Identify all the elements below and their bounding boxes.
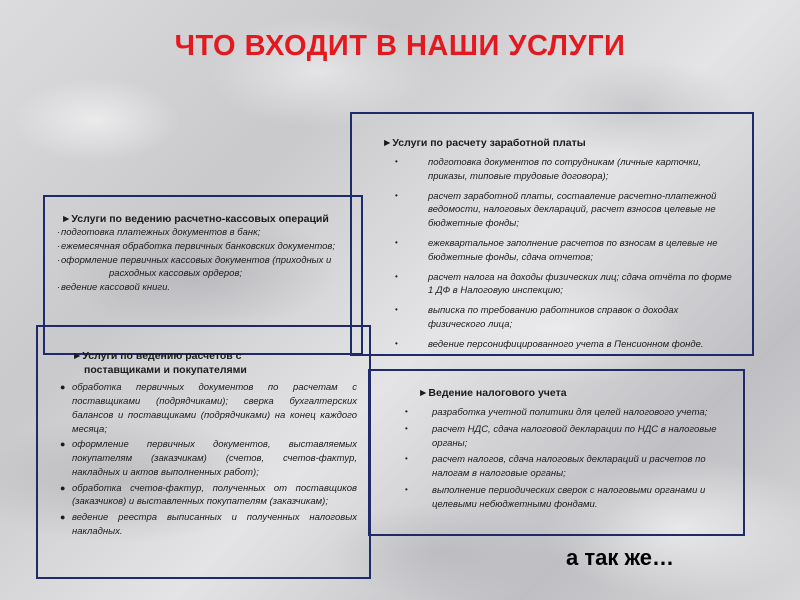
list-item xyxy=(406,423,729,451)
list-item-text: расчет НДС, сдача налоговой декларации по НДС в налоговые органы; xyxy=(432,423,717,449)
bullet-icon: • xyxy=(395,338,398,348)
bullet-icon: • xyxy=(405,454,408,464)
tax-accounting-panel xyxy=(368,369,745,536)
list-item xyxy=(60,381,357,436)
list-item xyxy=(396,338,732,352)
payroll-list xyxy=(396,156,732,351)
list-item xyxy=(396,271,732,299)
list-item-text: оформление первичных кассовых документов (приходных и расходных кассовых ордеров; xyxy=(61,254,332,280)
bullet-icon: • xyxy=(395,271,398,281)
list-item-text: обработка первичных документов по расчетам с поставщиками (подрядчиками); сверка бухгалтерских балансов и поставщиками (подрядчиками) на конец каждого месяца; xyxy=(72,382,357,435)
list-item-text: расчет заработной платы, составление расчетно-платежной ведомости, налоговых деклараций, расчет взносов целевые не бюджетные фонды; xyxy=(428,190,717,230)
list-item-text: разработка учетной политики для целей налогового учета; xyxy=(432,407,708,419)
list-item-text: ведение персонифицированного учета в Пенсионном фонде. xyxy=(428,338,704,350)
suppliers-customers-panel xyxy=(36,325,371,579)
list-item xyxy=(396,237,732,265)
list-item-text: выполнение периодических сверок с налоговыми органами и целевыми небюджетными фондами. xyxy=(432,485,706,510)
list-item-text: ведение реестра выписанных и полученных налоговых накладных. xyxy=(72,512,357,537)
bullet-icon: ● xyxy=(60,512,66,523)
list-item-text: подготовка платежных документов в банк; xyxy=(61,227,261,239)
list-item xyxy=(406,406,729,420)
list-item xyxy=(396,156,732,184)
heading-line: поставщиками и покупателями xyxy=(84,364,247,377)
list-item xyxy=(57,226,349,240)
bullet-icon: ● xyxy=(60,482,66,493)
bullet-icon: ● xyxy=(60,439,66,450)
bullet-icon: • xyxy=(395,157,398,167)
bullet-icon: • xyxy=(405,423,408,433)
bullet-icon: • xyxy=(405,485,408,494)
list-item-text: расчет налогов, сдача налоговых деклараций и расчетов по налогам в налоговые органы; xyxy=(432,454,706,480)
also-caption: а так же… xyxy=(566,545,675,570)
list-item xyxy=(406,453,729,481)
suppliers-customers-heading xyxy=(72,349,357,377)
tax-accounting-heading: ►Ведение налогового учета xyxy=(418,387,567,399)
suppliers-customers-list xyxy=(60,381,357,538)
bullet-icon: ● xyxy=(60,382,66,393)
list-item xyxy=(60,482,357,510)
list-item xyxy=(57,240,349,254)
cash-operations-heading: ►Услуги по ведению расчетно-кассовых операций xyxy=(61,213,329,225)
list-item xyxy=(406,484,729,512)
list-item xyxy=(57,281,349,295)
list-item xyxy=(60,511,357,539)
cash-operations-list xyxy=(57,226,349,295)
list-item-text: выписка по требованию работников справок о доходах физического лица; xyxy=(428,305,679,330)
bullet-icon: • xyxy=(395,190,398,200)
tax-accounting-list xyxy=(406,406,729,511)
list-item xyxy=(396,190,732,231)
list-item-text: обработка счетов-фактур, полученных от поставщиков (заказчиков) и выставленных покупателям (заказчикам); xyxy=(72,482,357,508)
heading-line: ►Услуги по ведению расчетов с xyxy=(72,350,242,362)
bullet-icon: • xyxy=(405,407,408,417)
list-item-text: расчет налога на доходы физических лиц; сдача отчёта по форме 1 ДФ в Налоговую инспекцию; xyxy=(428,271,732,297)
list-item-text: ежемесячная обработка первичных банковских документов; xyxy=(61,240,336,252)
list-item xyxy=(60,438,357,479)
payroll-heading: ►Услуги по расчету заработной платы xyxy=(382,137,586,149)
list-item-text: оформление первичных документов, выставляемых покупателям (заказчикам) (счетов, счетов-фактур, накладных и актов выполненных работ); xyxy=(72,439,357,478)
list-item-text: ведение кассовой книги. xyxy=(61,282,171,294)
bullet-icon: • xyxy=(395,238,398,247)
list-item xyxy=(57,254,349,282)
page-title: ЧТО ВХОДИТ В НАШИ УСЛУГИ xyxy=(174,30,626,62)
payroll-panel xyxy=(350,112,754,356)
list-item-text: подготовка документов по сотрудникам (личные карточки, приказы, типовые трудовые договора); xyxy=(428,157,701,182)
list-item-text: ежеквартальное заполнение расчетов по взносам в целевые не бюджетные фонды, сдача отчетов; xyxy=(428,238,718,263)
list-item xyxy=(396,304,732,332)
bullet-icon: • xyxy=(395,305,398,315)
